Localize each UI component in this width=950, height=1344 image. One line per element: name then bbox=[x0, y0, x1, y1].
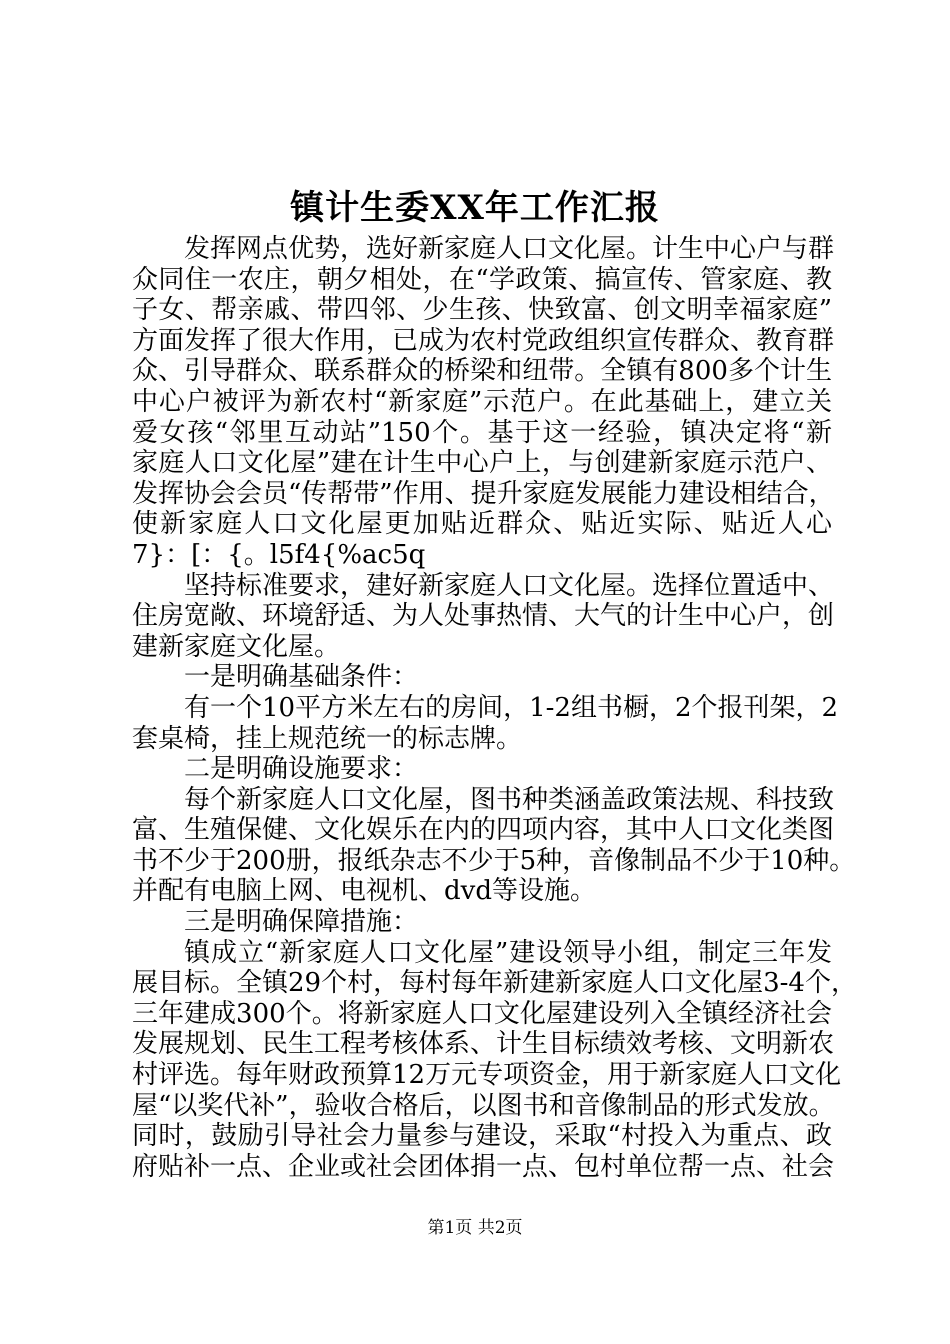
text-line: 发挥协会会员“传帮带”作用、提升家庭发展能力建设相结合， bbox=[132, 478, 835, 509]
text-line: 镇成立“新家庭人口文化屋”建设领导小组，制定三年发 bbox=[184, 937, 832, 968]
text-line: 住房宽敞、环境舒适、为人处事热情、大气的计生中心户，创 bbox=[132, 601, 835, 632]
text-line: 屋“以奖代补”，验收合格后，以图书和音像制品的形式发放。 bbox=[132, 1090, 835, 1121]
text-line: 展目标。全镇29个村，每村每年新建新家庭人口文化屋3-4个， bbox=[132, 968, 857, 999]
text-line: 同时，鼓励引导社会力量参与建设，采取“村投入为重点、政 bbox=[132, 1121, 832, 1152]
text-line: 村评选。每年财政预算12万元专项资金，用于新家庭人口文化 bbox=[132, 1060, 842, 1091]
text-line: 爱女孩“邻里互动站”150个。基于这一经验，镇决定将“新 bbox=[132, 417, 832, 448]
text-line: 建新家庭文化屋。 bbox=[132, 631, 341, 662]
text-line: 一是明确基础条件： bbox=[184, 662, 419, 693]
document-title: 镇计生委XX年工作汇报 bbox=[290, 188, 660, 228]
text-line: 方面发挥了很大作用，已成为农村党政组织宣传群众、教育群 bbox=[132, 325, 835, 356]
text-line: 众、引导群众、联系群众的桥梁和纽带。全镇有800多个计生 bbox=[132, 356, 832, 387]
text-line: 有一个10平方米左右的房间，1-2组书橱，2个报刊架，2 bbox=[184, 692, 839, 723]
text-line: 三年建成300个。将新家庭人口文化屋建设列入全镇经济社会 bbox=[132, 998, 832, 1029]
text-line: 并配有电脑上网、电视机、dvd等设施。 bbox=[132, 876, 596, 907]
text-line: 书不少于200册，报纸杂志不少于5种，音像制品不少于10种。 bbox=[132, 845, 856, 876]
text-line: 使新家庭人口文化屋更加贴近群众、贴近实际、贴近人心 bbox=[132, 509, 832, 540]
text-line: 坚持标准要求，建好新家庭人口文化屋。选择位置适中、 bbox=[184, 570, 835, 601]
text-line: 富、生殖保健、文化娱乐在内的四项内容，其中人口文化类图 bbox=[132, 815, 835, 846]
text-line: 7}：[：{。l5f4{%ac5q bbox=[132, 539, 426, 570]
text-line: 子女、帮亲戚、带四邻、少生孩、快致富、创文明幸福家庭” bbox=[132, 295, 832, 326]
text-line: 二是明确设施要求： bbox=[184, 754, 419, 785]
text-line: 套桌椅，挂上规范统一的标志牌。 bbox=[132, 723, 523, 754]
text-line: 家庭人口文化屋”建在计生中心户上，与创建新家庭示范户、 bbox=[132, 448, 832, 479]
text-line: 众同住一农庄，朝夕相处，在“学政策、搞宣传、管家庭、教 bbox=[132, 264, 832, 295]
text-line: 三是明确保障措施： bbox=[184, 907, 419, 938]
text-line: 发展规划、民生工程考核体系、计生目标绩效考核、文明新农 bbox=[132, 1029, 835, 1060]
document-body bbox=[132, 234, 857, 1182]
text-line: 每个新家庭人口文化屋，图书种类涵盖政策法规、科技致 bbox=[184, 784, 835, 815]
text-line: 中心户被评为新农村“新家庭”示范户。在此基础上，建立关 bbox=[132, 386, 832, 417]
text-line: 府贴补一点、企业或社会团体捐一点、包村单位帮一点、社会 bbox=[132, 1151, 835, 1182]
text-line: 发挥网点优势，选好新家庭人口文化屋。计生中心户与群 bbox=[184, 234, 835, 264]
page-footer: 第1页 共2页 bbox=[427, 1218, 523, 1238]
